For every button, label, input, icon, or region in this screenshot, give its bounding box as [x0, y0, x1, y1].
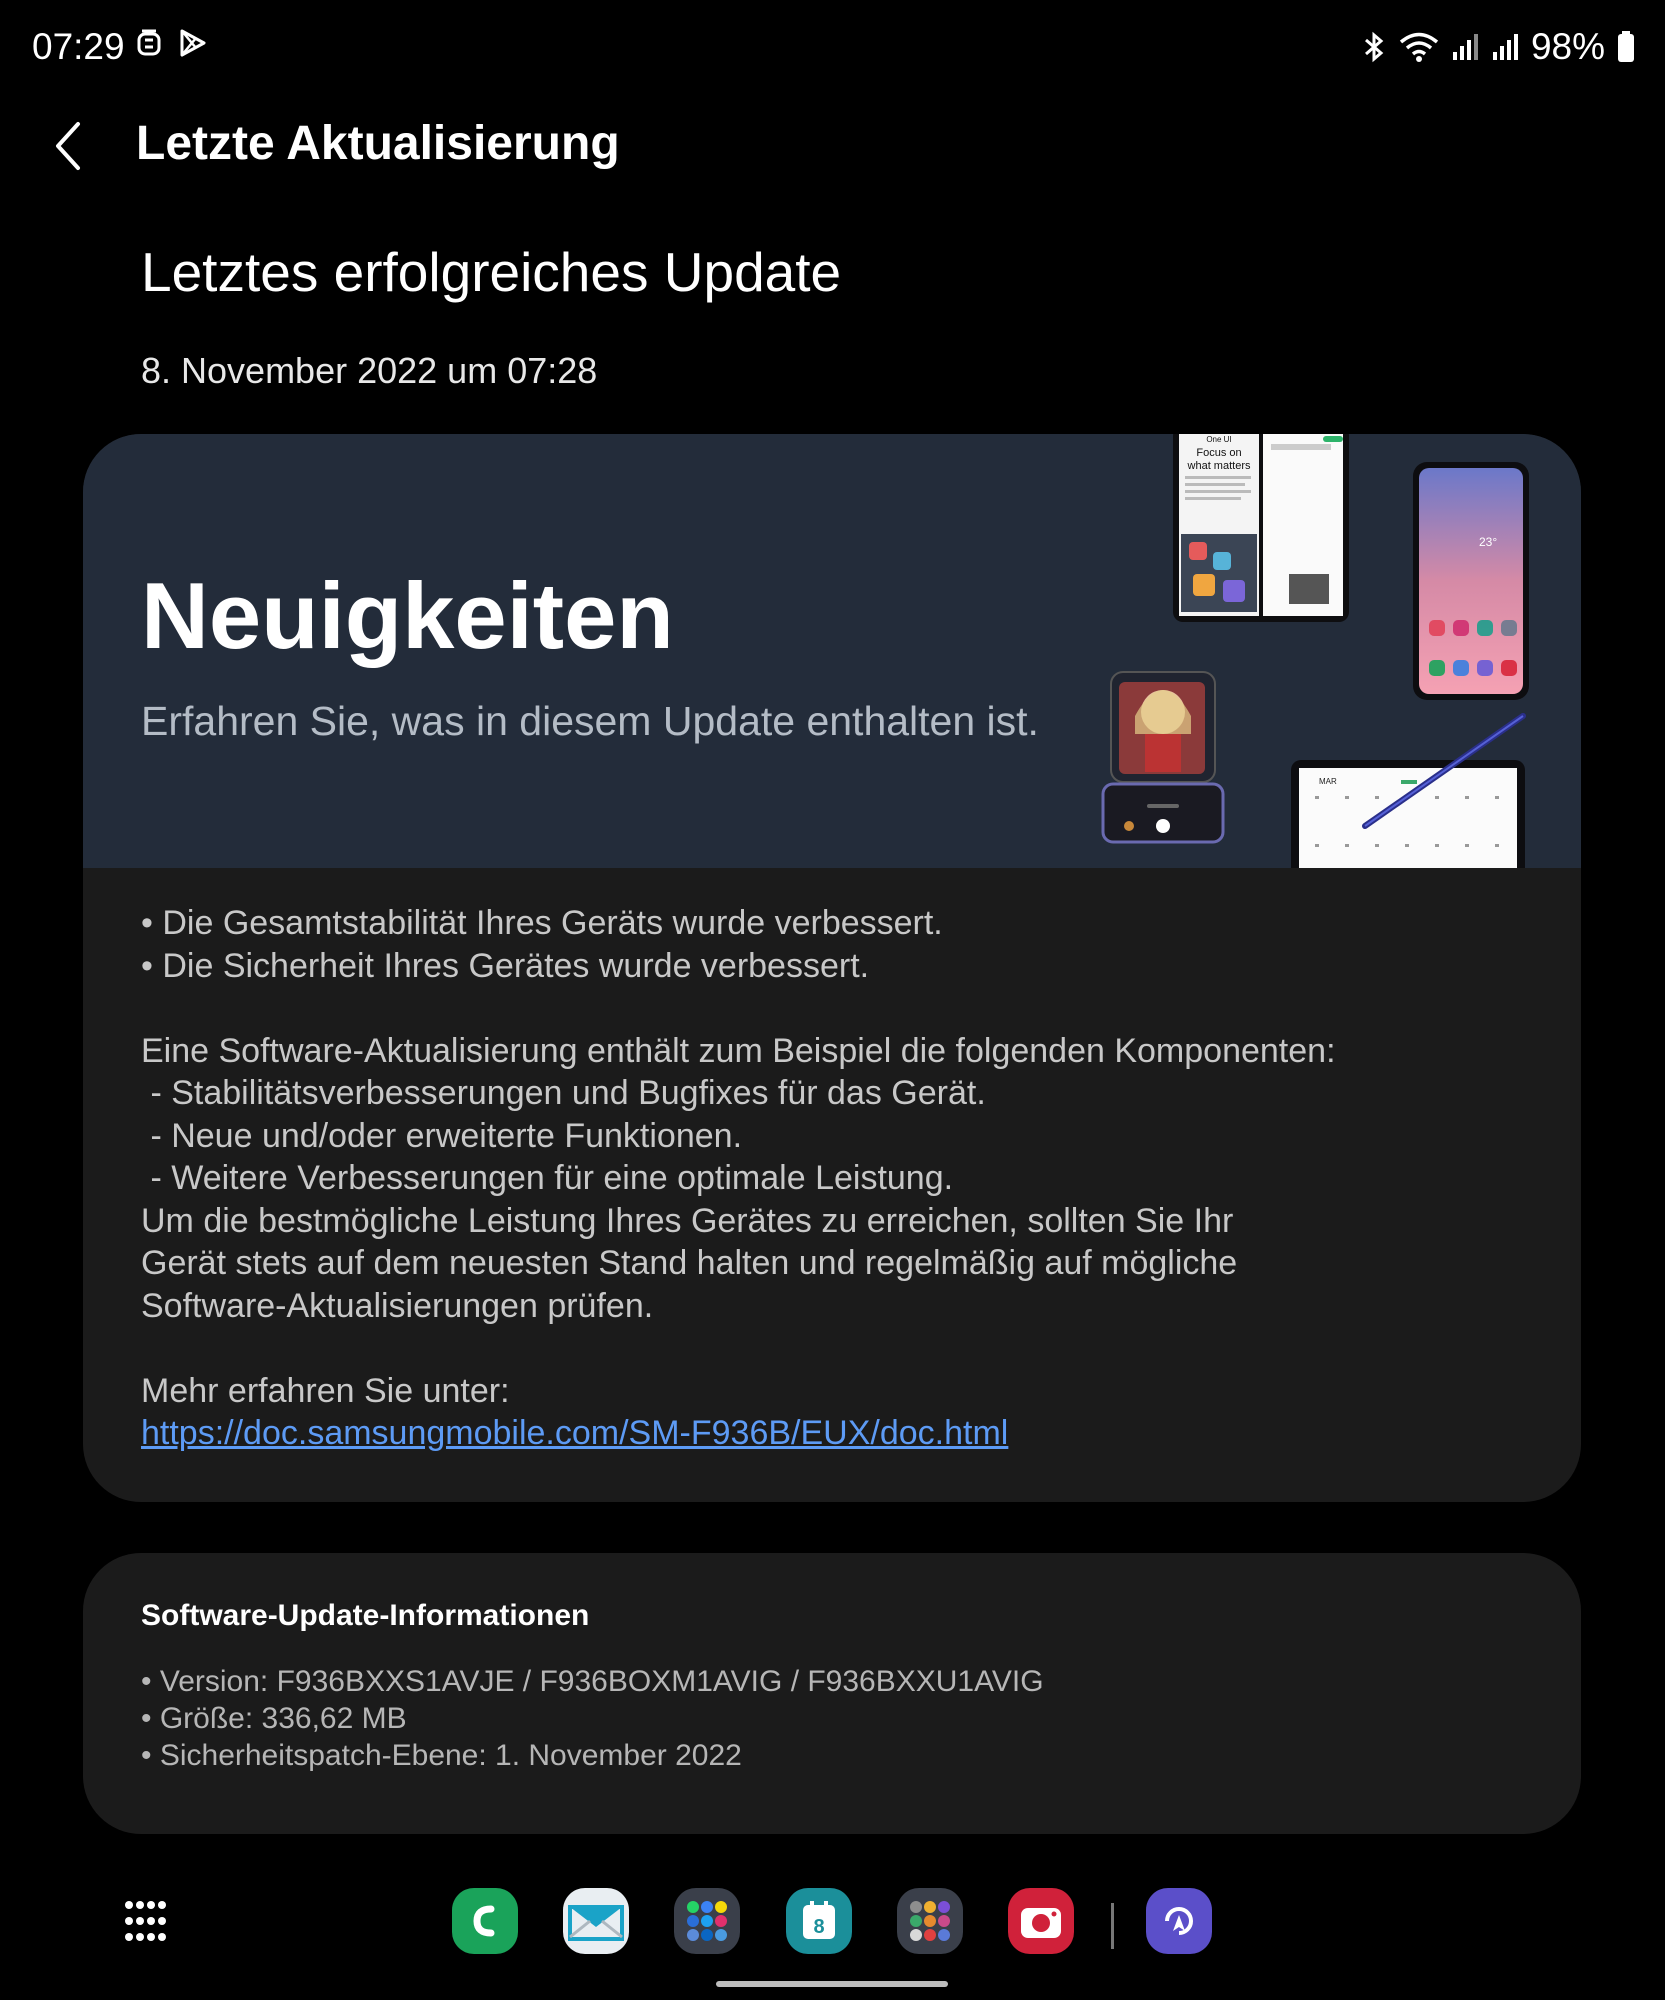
calendar-app[interactable]: [786, 1888, 852, 1954]
status-time: 07:29: [32, 26, 125, 67]
wifi-icon: [1399, 31, 1439, 63]
note-line: - Neue und/oder erweiterte Funktionen.: [141, 1116, 743, 1155]
signal-icon: [1491, 32, 1519, 62]
alarm-clock-icon: [136, 28, 162, 58]
info-size: • Größe: 336,62 MB: [141, 1702, 407, 1735]
mockup-calendar-month: MAR: [1319, 777, 1337, 786]
calendar-app-icon: [799, 1899, 839, 1943]
release-notes: [141, 902, 1541, 1455]
email-app-icon: [568, 1899, 624, 1943]
note-line: [141, 1327, 1541, 1370]
info-list: [141, 1663, 1044, 1774]
info-version: • Version: F936BXXS1AVJE / F936BOXM1AVIG / F936BXXU1AVIG: [141, 1665, 1044, 1698]
recent-app-icon: [1159, 1901, 1199, 1941]
note-line: Software-Aktualisierungen prüfen.: [141, 1286, 654, 1325]
banner-subtitle: Erfahren Sie, was in diesem Update enthalten ist.: [141, 698, 1039, 744]
note-line: Gerät stets auf dem neuesten Stand halten und regelmäßig auf mögliche: [141, 1244, 1238, 1282]
chevron-left-icon: [53, 121, 83, 171]
email-app[interactable]: [563, 1888, 629, 1954]
tablet-calendar-image: [1291, 716, 1525, 868]
social-folder[interactable]: [674, 1888, 740, 1954]
update-date: 8. November 2022 um 07:28: [141, 350, 598, 391]
news-card: [83, 434, 1581, 1502]
phone-app[interactable]: [452, 1888, 518, 1954]
mockup-heading-2: what matters: [1187, 460, 1251, 472]
apps-grid-icon: [123, 1899, 167, 1943]
note-line: Um die bestmögliche Leistung Ihres Gerätes zu erreichen, sollten Sie Ihr: [141, 1201, 1234, 1240]
bluetooth-icon: [1361, 31, 1387, 63]
note-line: [141, 987, 1541, 1030]
apps-folder[interactable]: [897, 1888, 963, 1954]
note-line: - Stabilitätsverbesserungen und Bugfixes für das Gerät.: [141, 1074, 986, 1112]
calendar-day: 8: [813, 1916, 825, 1938]
back-button[interactable]: [40, 110, 96, 182]
devices-illustration: [83, 434, 1581, 868]
mockup-heading-1: Focus on: [1196, 447, 1242, 459]
social-folder-icon: [683, 1897, 731, 1945]
news-banner: [83, 434, 1581, 868]
camera-app-icon: [1019, 1902, 1063, 1940]
recent-app[interactable]: [1146, 1888, 1212, 1954]
signal-icon: [1451, 32, 1479, 62]
section-title: Letztes erfolgreiches Update: [141, 241, 842, 303]
note-line: • Die Gesamtstabilität Ihres Geräts wurde verbessert.: [141, 904, 943, 942]
info-title: Software-Update-Informationen: [141, 1599, 590, 1632]
camera-app[interactable]: [1008, 1888, 1074, 1954]
mockup-oneui: One UI: [1206, 435, 1232, 444]
page-title: Letzte Aktualisierung: [136, 117, 620, 170]
home-indicator[interactable]: [716, 1981, 948, 1987]
battery-percent: 98%: [1530, 26, 1605, 67]
samsung-doc-link[interactable]: https://doc.samsungmobile.com/SM-F936B/EUX/doc.html: [141, 1414, 1009, 1452]
note-line: • Die Sicherheit Ihres Gerätes wurde verbessert.: [141, 946, 870, 985]
dock: [0, 1888, 1665, 1968]
phone-image: [1413, 462, 1529, 700]
note-line: Eine Software-Aktualisierung enthält zum Beispiel die folgenden Komponenten:: [141, 1031, 1336, 1070]
dock-divider: [1111, 1903, 1114, 1949]
info-security-patch: • Sicherheitspatch-Ebene: 1. November 2022: [141, 1739, 742, 1772]
flip-phone-image: [1103, 672, 1223, 842]
banner-title: Neuigkeiten: [141, 563, 674, 668]
mockup-clock: 23°: [1479, 535, 1498, 549]
status-bar: [0, 0, 1665, 96]
fold-device-image: [1173, 434, 1349, 622]
apps-button[interactable]: [112, 1888, 178, 1954]
battery-icon: [1617, 31, 1635, 63]
apps-folder-icon: [906, 1897, 954, 1945]
note-line: - Weitere Verbesserungen für eine optimale Leistung.: [141, 1159, 954, 1197]
play-store-icon: [178, 28, 208, 58]
phone-app-icon: [465, 1901, 505, 1941]
note-line: Mehr erfahren Sie unter:: [141, 1371, 510, 1410]
software-info-card: [83, 1553, 1581, 1834]
